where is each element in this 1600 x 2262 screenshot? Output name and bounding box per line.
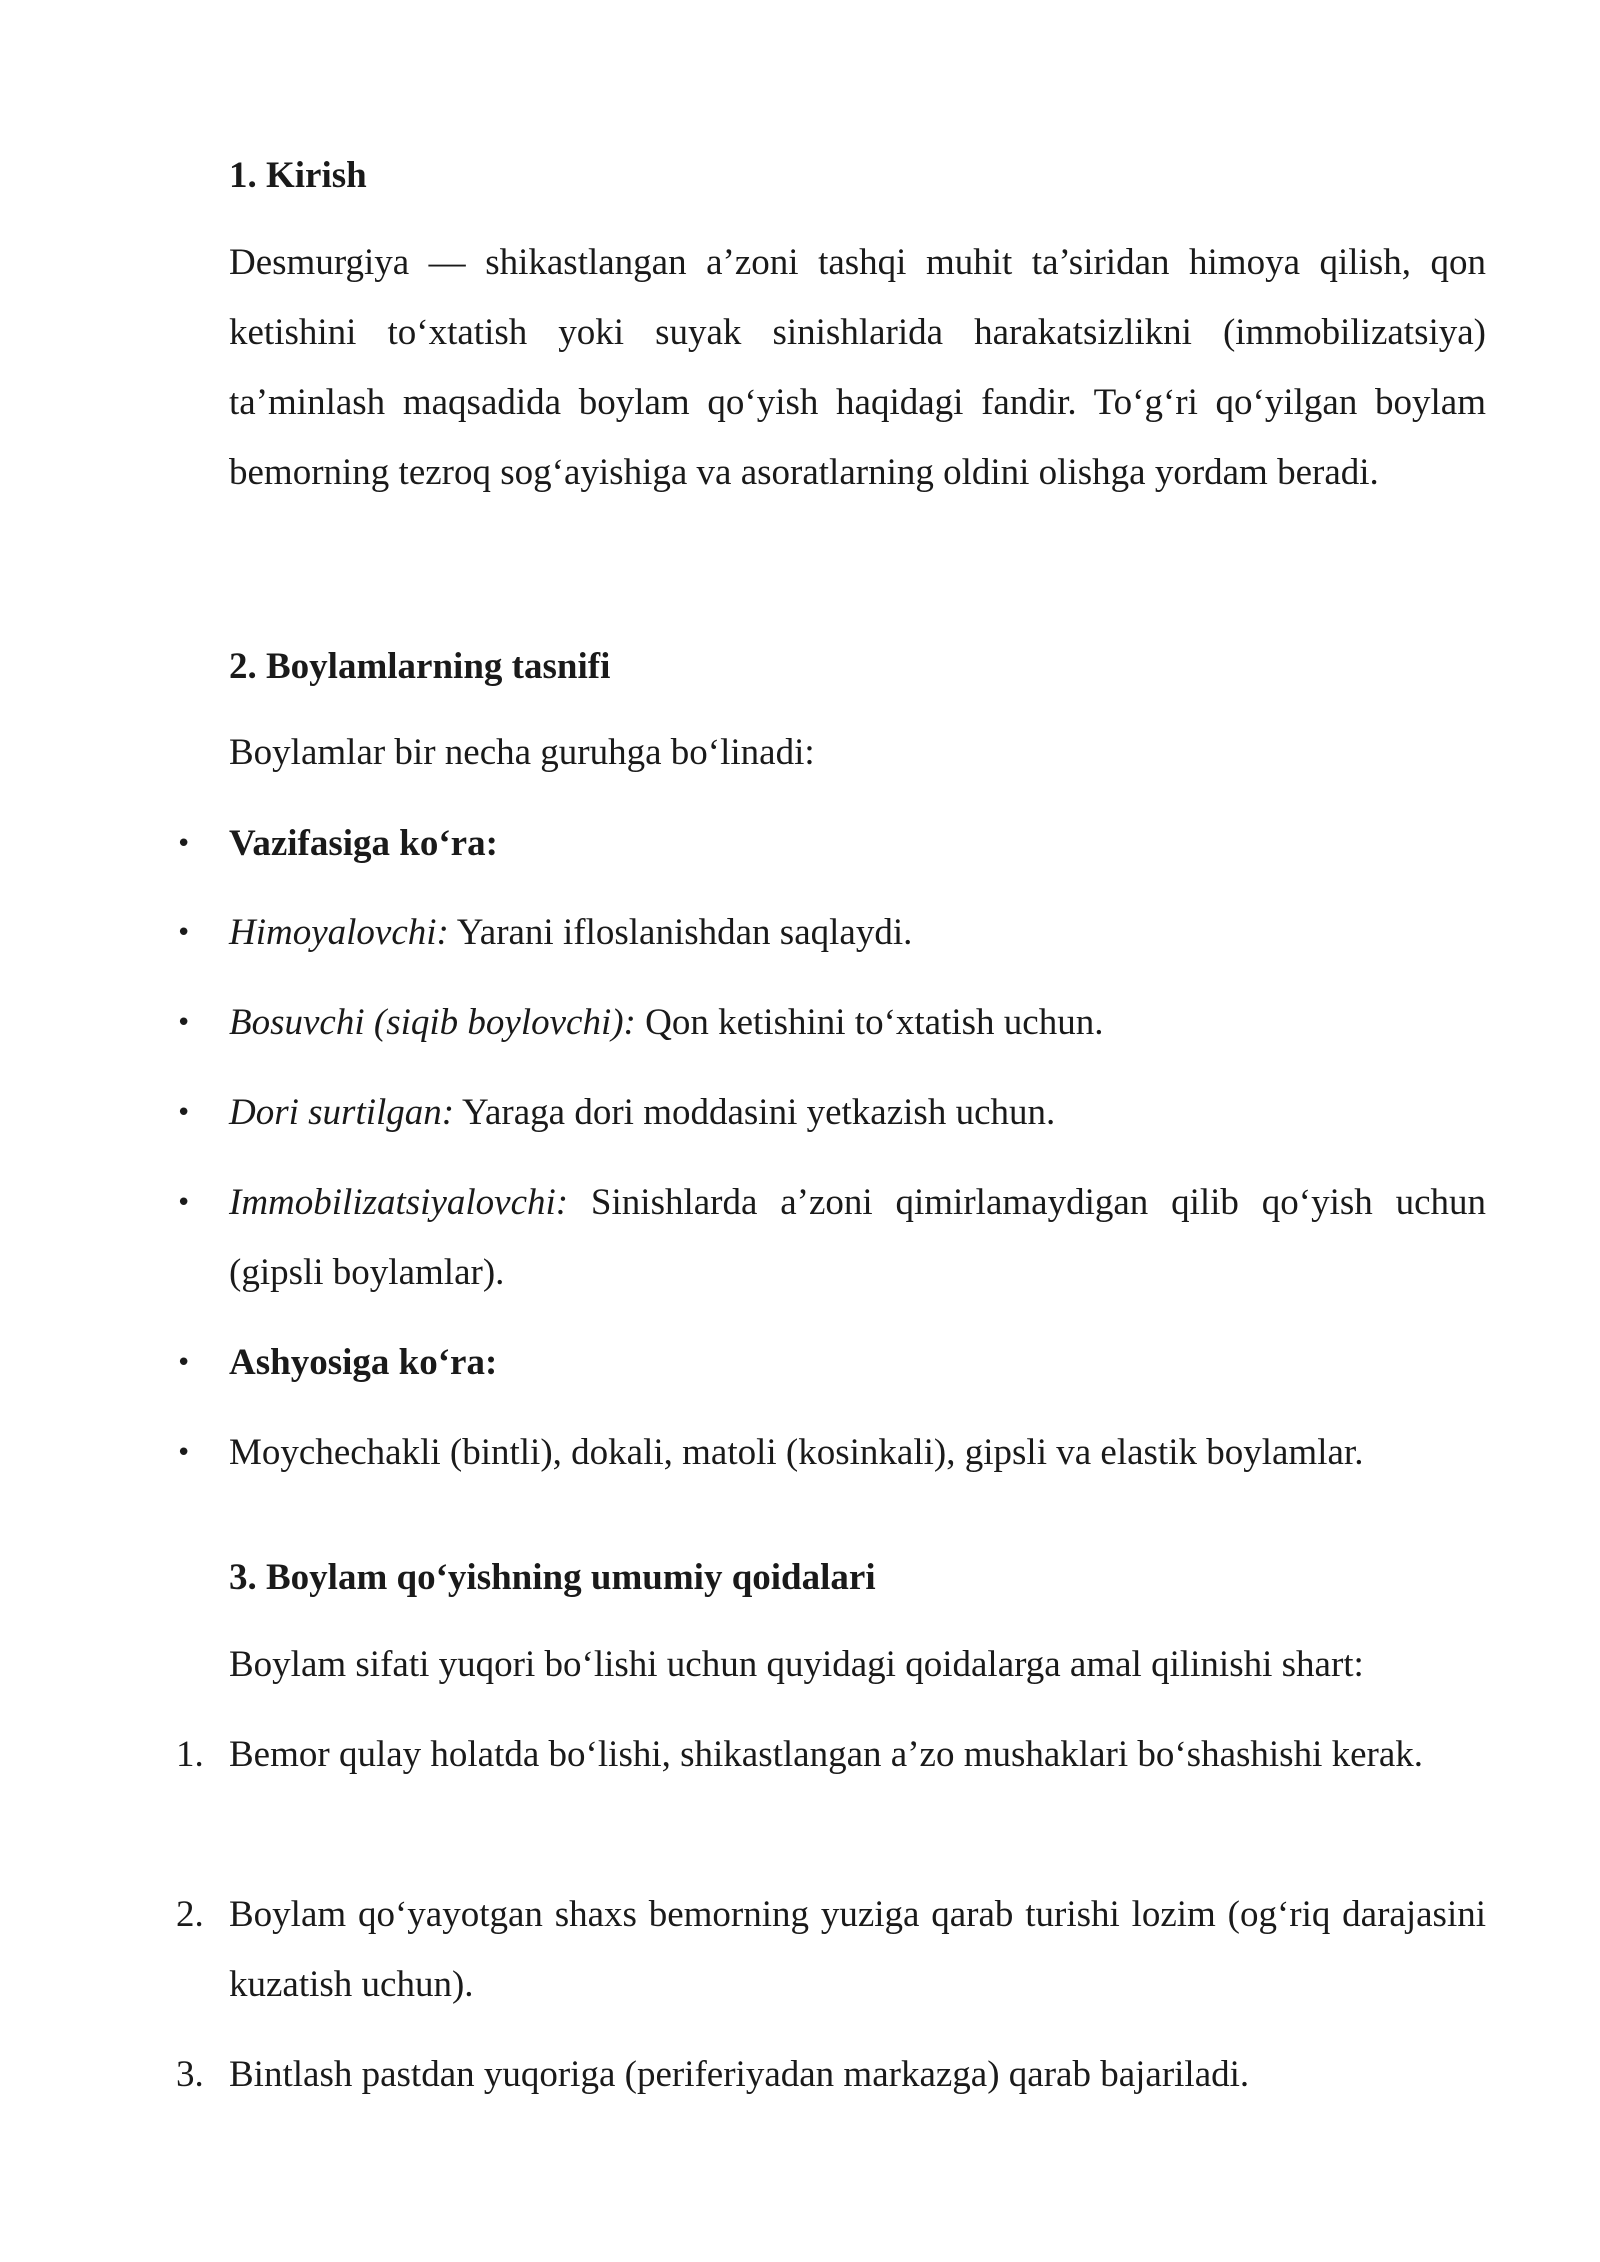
section-3-intro: Boylam sifati yuqori bo‘lishi uchun quyidagi qoidalarga amal qilinishi shart: — [229, 1644, 1364, 1685]
section-3-heading: 3. Boylam qo‘yishning umumiy qoidalari — [229, 1557, 876, 1598]
section-2-intro: Boylamlar bir necha guruhga bo‘linadi: — [229, 732, 815, 773]
numbered-list-item: Bintlash pastdan yuqoriga (periferiyadan markazga) qarab bajariladi. — [229, 2054, 1250, 2095]
section-1-paragraph: Desmurgiya — shikastlangan a’zoni tashqi muhit ta’siridan himoya qilish, qon ketishini to‘xtatish yoki suyak sinishlarida harakatsizlikni (immobilizatsiya) ta’minlash maqsadida boylam qo‘yish haqidagi fandir. To‘g‘ri qo‘yilgan boylam bemorning tezroq sog‘ayishiga va asoratlarning oldini olishga yordam beradi. — [229, 242, 1486, 493]
list-item — [229, 1328, 1486, 1398]
list-item-text: Yaraga dori moddasini yetkazish uchun. — [454, 1092, 1056, 1133]
list-item-text: Qon ketishini to‘xtatish uchun. — [635, 1002, 1104, 1043]
numbered-list-item: Boylam qo‘yayotgan shaxs bemorning yuziga qarab turishi lozim (og‘riq darajasini kuzatish uchun). — [229, 1894, 1486, 2005]
bullet-marker: • — [176, 1008, 192, 1038]
bullet-marker: • — [176, 1348, 192, 1378]
numbered-list-item: Bemor qulay holatda bo‘lishi, shikastlangan a’zo mushaklari bo‘shashishi kerak. — [229, 1734, 1424, 1775]
list-item-italic-label: Himoyalovchi: — [229, 912, 449, 953]
list-item-text: Sinishlarda a’zoni qimirlamaydigan qilib qo‘yish uchun (gipsli boylamlar). — [229, 1182, 1486, 1293]
list-item — [229, 1168, 1486, 1308]
list-item — [229, 809, 1486, 879]
list-item-italic-label: Bosuvchi (siqib boylovchi): — [229, 1002, 636, 1043]
list-item — [229, 988, 1486, 1058]
list-item-text: Yarani ifloslanishdan saqlaydi. — [448, 912, 913, 953]
list-number: 2. — [176, 1894, 204, 1935]
bullet-marker: • — [176, 1098, 192, 1128]
list-item-text: Moychechakli (bintli), dokali, matoli (kosinkali), gipsli va elastik boylamlar. — [229, 1432, 1364, 1473]
list-item-bold-label: Vazifasiga ko‘ra: — [229, 823, 498, 864]
bullet-marker: • — [176, 1438, 192, 1468]
section-1-heading: 1. Kirish — [229, 155, 367, 196]
list-item — [229, 898, 1486, 968]
bullet-marker: • — [176, 829, 192, 859]
list-item — [229, 1078, 1486, 1148]
section-2-heading: 2. Boylamlarning tasnifi — [229, 646, 611, 687]
list-number: 3. — [176, 2054, 204, 2095]
bullet-marker: • — [176, 918, 192, 948]
list-number: 1. — [176, 1734, 204, 1775]
list-item-bold-label: Ashyosiga ko‘ra: — [229, 1342, 498, 1383]
bullet-marker: • — [176, 1188, 192, 1218]
list-item — [229, 1418, 1486, 1488]
list-item-italic-label: Immobilizatsiyalovchi: — [229, 1182, 569, 1223]
list-item-italic-label: Dori surtilgan: — [229, 1092, 455, 1133]
